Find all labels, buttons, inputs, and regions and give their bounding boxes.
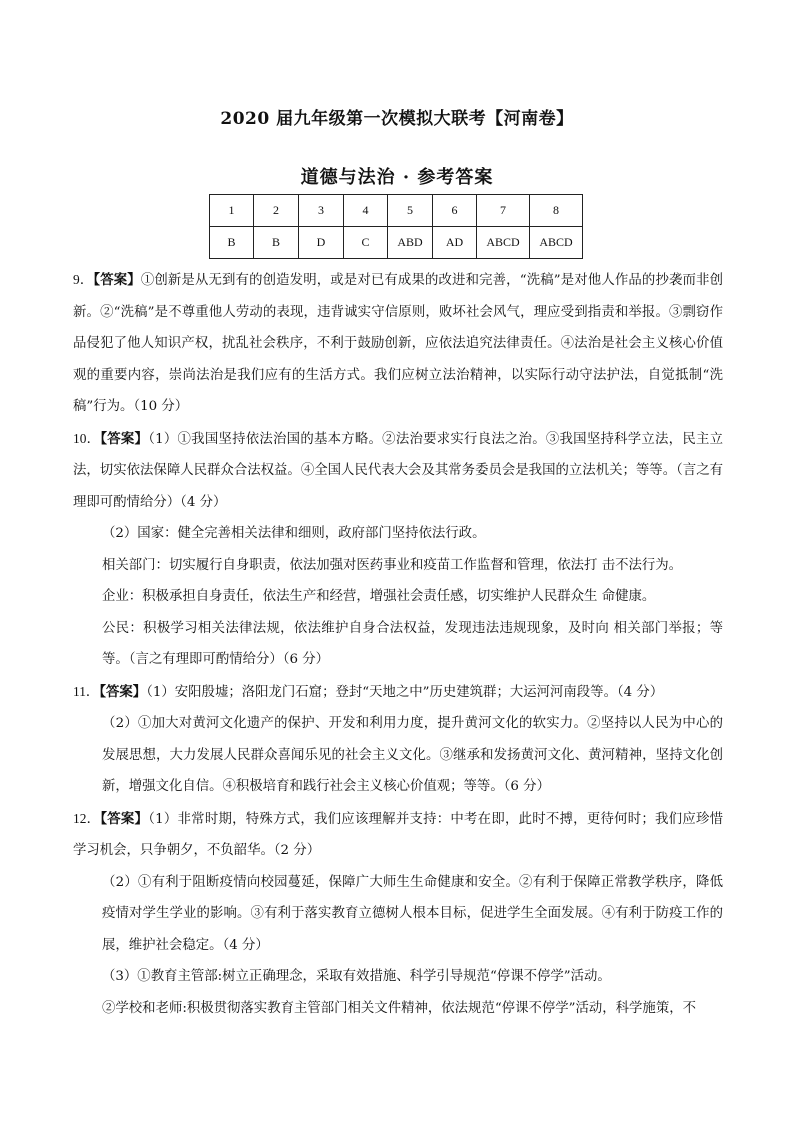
answer-content [73, 264, 723, 1024]
question-number-cell: 1 [210, 195, 254, 227]
answer-tag: 【答案】 [99, 683, 147, 700]
answer-cell: D [299, 227, 344, 259]
answer-tag: 【答案】 [100, 810, 149, 827]
answer-cell: B [254, 227, 299, 259]
q12-answer-part1 [73, 803, 723, 867]
page-title: 2020 届九年级第一次模拟大联考【河南卷】 [220, 109, 574, 129]
answer-cell: ABCD [530, 227, 583, 259]
answer-text: （1）安阳殷墟；洛阳龙门石窟；登封“天地之中”历史建筑群；大运河河南段等。（4 分） [146, 684, 664, 700]
answer-table [209, 194, 583, 259]
question-number: 9． [73, 272, 94, 287]
question-number: 11． [73, 683, 100, 699]
q10-answer-part2: （2）国家：健全完善相关法律和细则，政府部门坚持依法行政。 [102, 526, 486, 541]
question-number-cell: 8 [530, 195, 583, 227]
answer-tag: 【答案】 [100, 430, 149, 447]
question-number-cell: 6 [433, 195, 477, 227]
answer-tag: 【答案】 [93, 272, 141, 288]
answer-cell: ABD [388, 227, 433, 259]
answer-cell: C [344, 227, 388, 259]
question-number-cell: 3 [299, 195, 344, 227]
answer-text: （1）①我国坚持依法治国的基本方略。②法治要求实行良法之治。③我国坚持科学立法，民主立法，切实依法保障人民群众合法权益。④全国人民代表大会及其常务委员会是我国的立法机关；等等。（言之有理即可酌情给分）（4 分） [73, 431, 723, 510]
q9-answer [73, 264, 723, 423]
question-number-cell: 7 [477, 195, 530, 227]
answer-cell: ABCD [477, 227, 530, 259]
answer-text: （1）非常时期，特殊方式，我们应该理解并支持：中考在即，此时不搏，更待何时；我们应珍惜学习机会，只争朝夕，不负韶华。（2 分） [73, 811, 723, 858]
question-number-cell: 5 [388, 195, 433, 227]
question-number-cell: 4 [344, 195, 388, 227]
answer-cell: B [210, 227, 254, 259]
answer-row [210, 227, 583, 259]
question-number: 10． [73, 430, 101, 446]
q12-answer-part2: （2）①有利于阻断疫情向校园蔓延，保障广大师生生命健康和安全。②有利于保障正常教学秩序，降低疫情对学生学业的影响。③有利于落实教育立德树人根本目标，促进学生全面发展。④有利于防疫工作的展，维护社会稳定。（4 分） [102, 874, 723, 953]
q10-answer-line5: 公民：积极学习相关法律法规，依法维护自身合法权益，发现违法违规现象，及时向 相关部门举报；等等。（言之有理即可酌情给分）（6 分） [102, 620, 723, 667]
q12-answer-line4: ②学校和老师:积极贯彻落实教育主管部门相关文件精神，依法规范“停课不停学”活动，科学施策，不 [102, 1000, 696, 1016]
answer-text: ①创新是从无到有的创造发明，或是对已有成果的改进和完善，“洗稿”是对他人作品的抄袭而非创新。②“洗稿”是不尊重他人劳动的表现，违背诚实守信原则，败坏社会风气，理应受到指责和举报。③剽窃作品侵犯了他人知识产权，扰乱社会秩序，不利于鼓励创新，应依法追究法律责任。④法治是社会主义核心价值观的重要内容，崇尚法治是我们应有的生活方式。我们应树立法治精神，以实际行动守法护法，自觉抵制“洗稿”行为。（10 分） [73, 273, 723, 414]
q10-answer-line3: 相关部门：切实履行自身职责，依法加强对医药事业和疫苗工作监督和管理，依法打 击不法行为。 [102, 557, 683, 573]
question-number-row [210, 195, 583, 227]
page-subtitle: 道德与法治 · 参考答案 [300, 167, 494, 188]
q11-answer-part1 [73, 676, 723, 709]
q11-answer-part2: （2）①加大对黄河文化遗产的保护、开发和利用力度，提升黄河文化的软实力。②坚持以人民为中心的发展思想，大力发展人民群众喜闻乐见的社会主义文化。③继承和发扬黄河文化、黄河精神，坚持文化创新，增强文化自信。④积极培育和践行社会主义核心价值观；等等。（6 分） [102, 716, 723, 794]
answer-cell: AD [433, 227, 477, 259]
q10-answer-part1 [73, 423, 723, 519]
q12-answer-part3: （3）①教育主管部:树立正确理念，采取有效措施、科学引导规范“停课不停学”活动。 [102, 969, 611, 984]
question-number: 12． [73, 810, 101, 826]
question-number-cell: 2 [254, 195, 299, 227]
q10-answer-line4: 企业：积极承担自身责任，依法生产和经营，增强社会责任感，切实维护人民群众生 命健康。 [102, 589, 656, 604]
